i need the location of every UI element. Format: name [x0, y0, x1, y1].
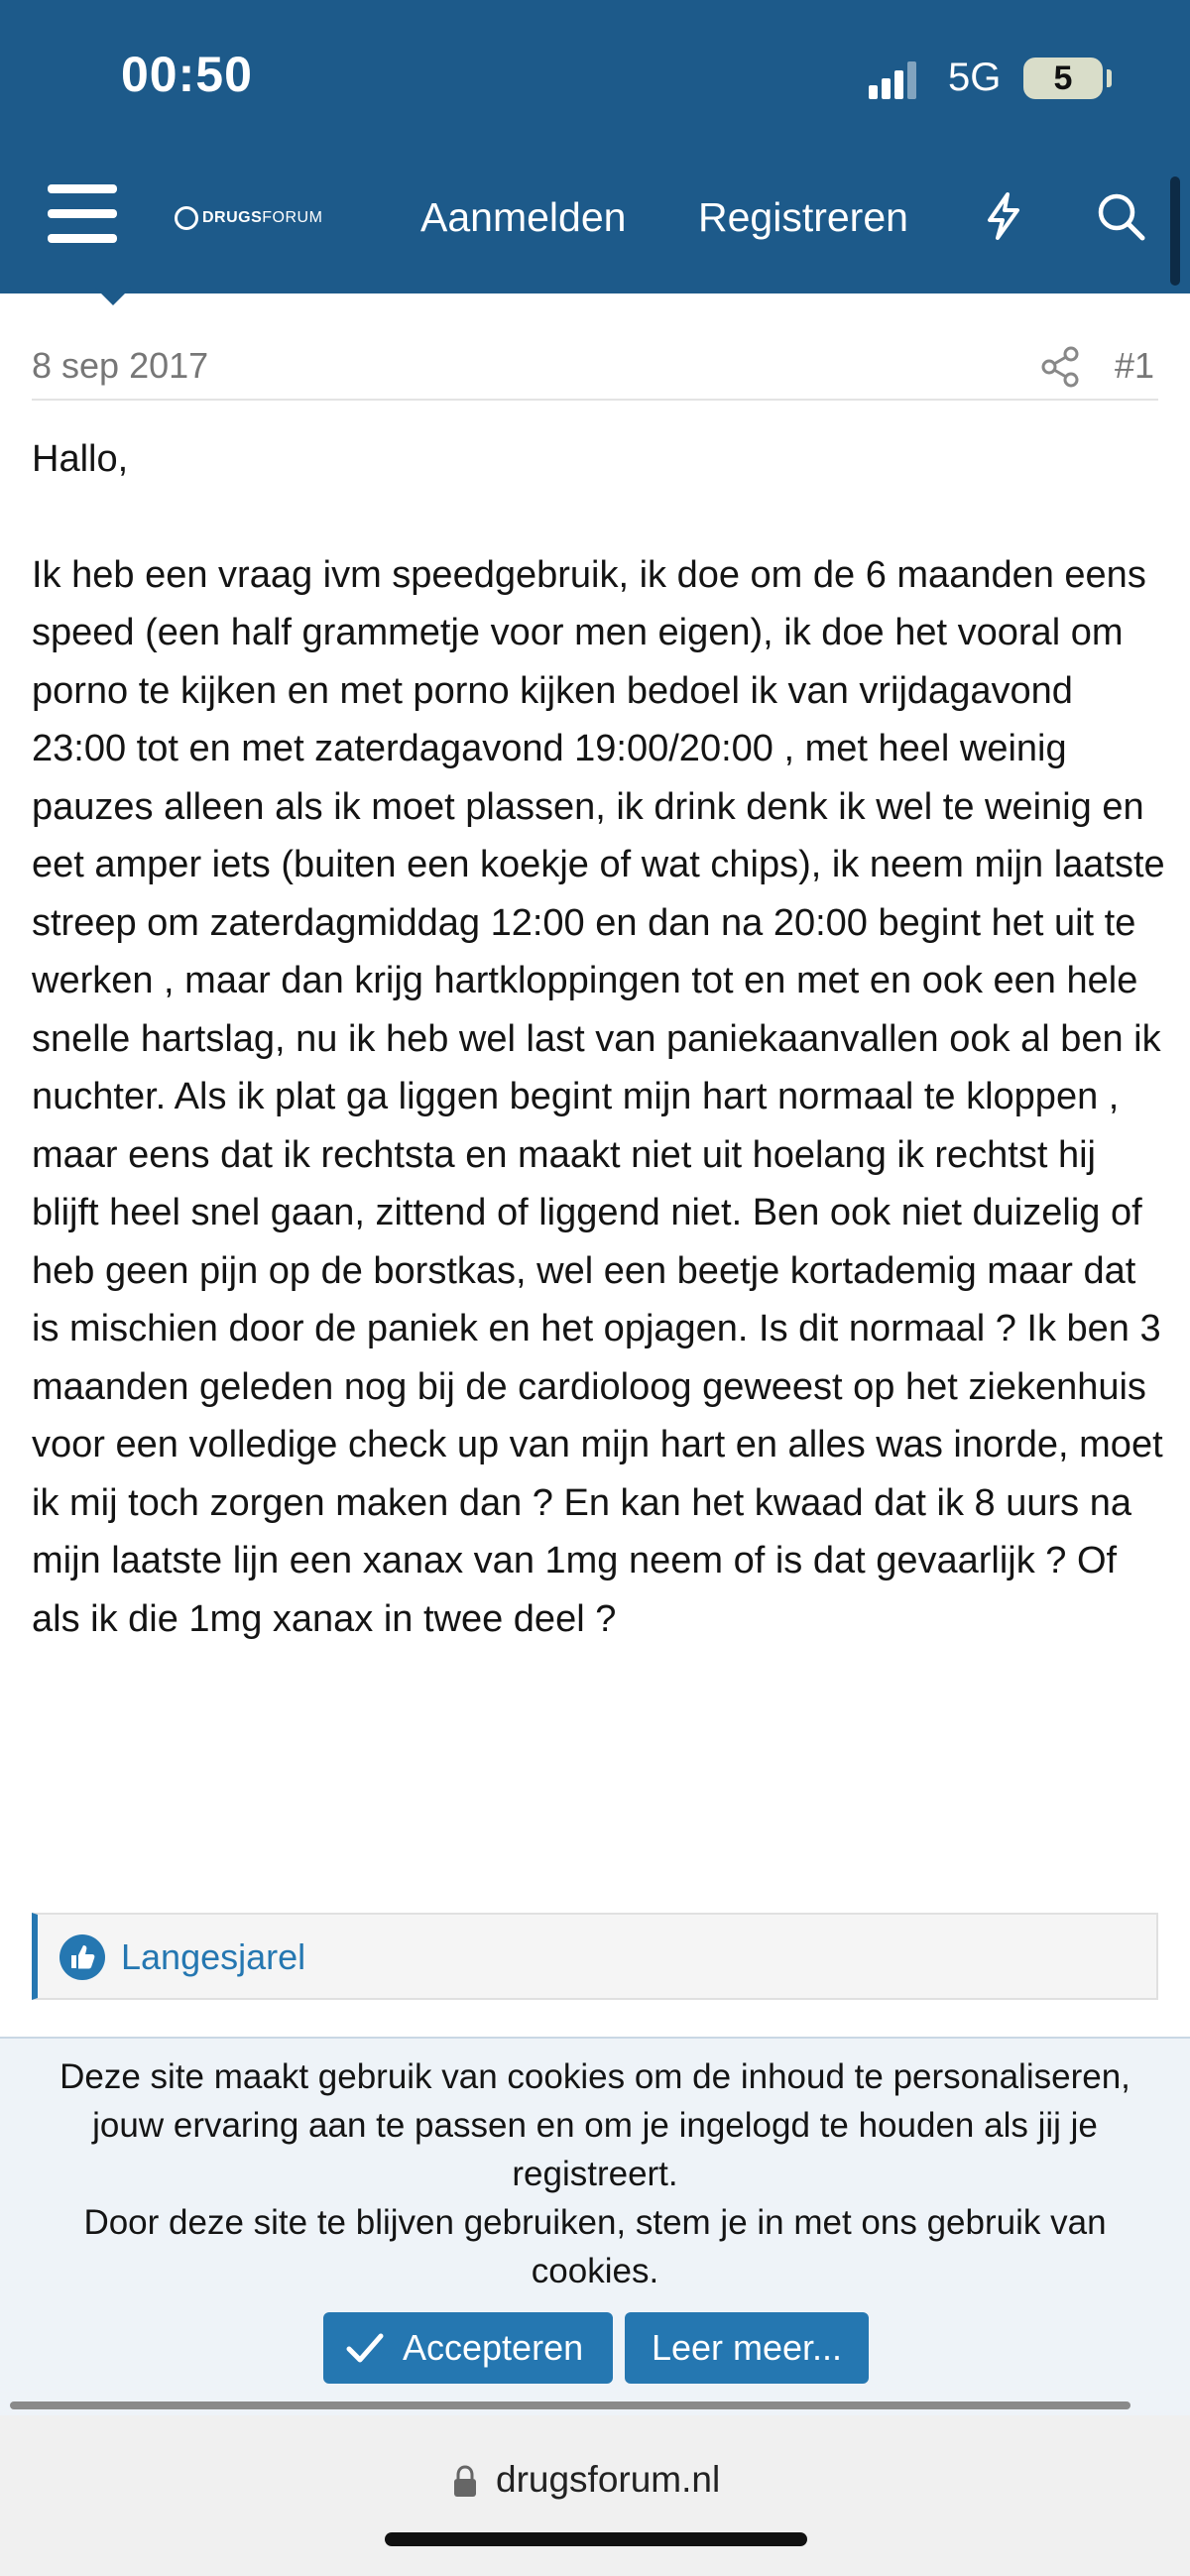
menu-notch — [95, 288, 131, 305]
accept-cookies-button[interactable] — [323, 2312, 613, 2384]
accept-label: Accepteren — [403, 2327, 584, 2368]
header-scrollbar[interactable] — [1170, 176, 1180, 286]
lightning-icon[interactable] — [976, 188, 1031, 244]
post-date[interactable]: 8 sep 2017 — [32, 345, 209, 386]
logo-text-light: FORUM — [262, 209, 323, 226]
network-type: 5G — [948, 56, 1002, 99]
battery-icon: 5 — [1023, 58, 1103, 99]
cookie-text-2: Door deze site te blijven gebruiken, stem je in met ons gebruik van cookies. — [83, 2203, 1107, 2290]
url-text[interactable]: drugsforum.nl — [496, 2459, 721, 2500]
logo-text — [202, 209, 322, 227]
lock-icon — [452, 2465, 478, 2499]
logo-mark-icon — [175, 206, 198, 230]
like-icon — [60, 1934, 105, 1980]
hamburger-menu-icon[interactable] — [48, 184, 117, 244]
divider — [32, 399, 1158, 401]
browser-url-bar[interactable] — [0, 2415, 1190, 2576]
checkmark-icon — [345, 2330, 385, 2366]
home-indicator[interactable] — [385, 2532, 807, 2546]
status-time: 00:50 — [121, 47, 253, 102]
search-icon[interactable] — [1093, 188, 1148, 244]
share-icon[interactable] — [1039, 345, 1083, 389]
site-logo[interactable] — [171, 198, 329, 238]
post-greeting: Hallo, — [32, 438, 129, 480]
cookie-text — [20, 2052, 1170, 2295]
reaction-user-link[interactable]: Langesjarel — [121, 1936, 306, 1977]
learn-more-button[interactable]: Leer meer... — [625, 2312, 869, 2384]
logo-text-bold: DRUGS — [202, 209, 263, 226]
cookie-notice — [0, 2037, 1190, 2415]
cookie-scrollbar[interactable] — [10, 2401, 1130, 2409]
register-link[interactable]: Registreren — [698, 194, 908, 240]
cookie-text-1: Deze site maakt gebruik van cookies om de inhoud te personaliseren, jouw ervaring aan te passen en om je ingelogd te houden als jij je registreert. — [60, 2057, 1130, 2193]
post-meta — [32, 335, 1158, 395]
battery-tip — [1107, 69, 1112, 87]
post-text: Ik heb een vraag ivm speedgebruik, ik doe om de 6 maanden eens speed (een half grammetje voor men eigen), ik doe het vooral om porno te kijken en met porno kijken bedoel ik van vrijdagavond 23:00 tot en met zaterdagavond 19:00/20:00 , met heel weinig pauzes alleen als ik moet plassen, ik drink denk ik wel te weinig en eet amper iets (buiten een koekje of wat chips), ik neem mijn laatste streep om zaterdagmiddag 12:00 en dan na 20:00 begint het uit te werken , maar dan krijg hartkloppingen tot en met en ook een hele snelle hartslag, nu ik heb wel last van paniekaanvallen ook al ben ik nuchter. Als ik plat ga liggen begint mijn hart normaal te kloppen , maar eens dat ik rechtsta en maakt niet uit hoelang ik rechtst hij blijft heel snel gaan, zittend of liggend niet. Ben ook niet duizelig of heb geen pijn op de borstkas, wel een beetje kortademig maar dat is mischien door de paniek en het opjagen. Is dit normaal ? Ik ben 3 maanden geleden nog bij de cardioloog geweest op het ziekenhuis voor een volledige check up van mijn hart en alles was inorde, moet ik mij toch zorgen maken dan ? En kan het kwaad dat ik 8 uurs na mijn laatste lijn een xanax van 1mg neem of is dat gevaarlijk ? Of als ik die 1mg xanax in twee deel ? — [32, 553, 1165, 1640]
signal-icon — [869, 61, 916, 99]
app-header — [0, 0, 1190, 293]
post-body — [32, 430, 1172, 1648]
reactions-bar — [32, 1913, 1158, 2000]
post-number[interactable]: #1 — [1115, 345, 1155, 386]
login-link[interactable]: Aanmelden — [420, 194, 627, 240]
